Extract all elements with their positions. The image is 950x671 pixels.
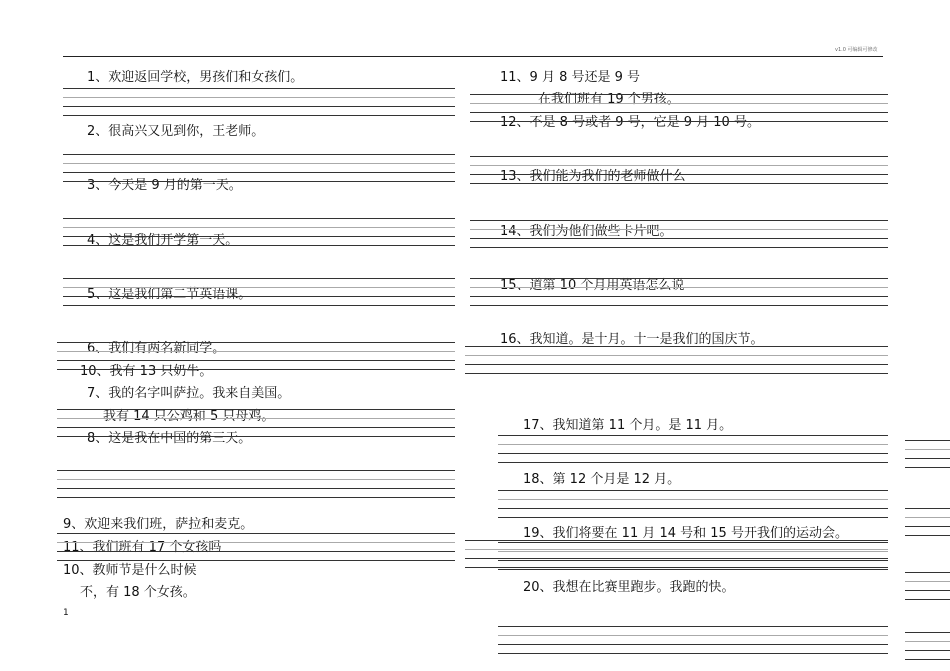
sentence-15: 15、道第 10 个月用英语怎么说 (500, 278, 685, 293)
writing-lines (470, 156, 888, 186)
sentence-19: 19、我们将要在 11 月 14 号和 15 号开我们的运动会。 (523, 526, 848, 541)
sentence-13: 13、我们能为我们的老师做什么 (500, 169, 686, 184)
page-number: 1 (63, 608, 69, 618)
sentence-16: 16、我知道。是十月。十一是我们的国庆节。 (500, 332, 764, 347)
sentence-18-girls: 不，有 18 个女孩。 (80, 585, 196, 600)
writing-lines (470, 94, 888, 124)
sentence-9: 9、欢迎来我们班，萨拉和麦克。 (63, 517, 254, 532)
writing-lines (57, 470, 455, 500)
writing-lines (498, 490, 888, 520)
sentence-18: 18、第 12 个月是 12 月。 (523, 472, 681, 487)
writing-lines (465, 540, 888, 570)
writing-lines (57, 533, 455, 563)
writing-lines (465, 346, 888, 376)
writing-lines (470, 220, 888, 250)
writing-lines (498, 626, 888, 656)
header-rule (63, 56, 883, 57)
sentence-3: 3、今天是 9 月的第一天。 (87, 178, 242, 193)
writing-lines (57, 342, 455, 372)
sentence-2: 2、很高兴又见到你，王老师。 (87, 124, 265, 139)
sentence-12: 12、不是 8 号或者 9 号，它是 9 月 10 号。 (500, 115, 760, 130)
sentence-roosters: 我有 14 只公鸡和 5 只母鸡。 (103, 409, 275, 424)
writing-lines (63, 218, 455, 248)
sentence-20: 20、我想在比赛里跑步。我跑的快。 (523, 580, 735, 595)
writing-lines (63, 278, 455, 308)
writing-lines (498, 435, 888, 465)
writing-lines (905, 440, 950, 470)
sentence-cows: 10、我有 13 只奶牛。 (80, 364, 213, 379)
sentence-8: 8、这是我在中国的第三天。 (87, 431, 252, 446)
writing-lines (57, 409, 455, 439)
sentence-19-boys: 在我们班有 19 个男孩。 (538, 92, 680, 107)
header-note: v1.0 可编辑可修改 (835, 47, 878, 53)
sentence-1: 1、欢迎返回学校，男孩们和女孩们。 (87, 70, 304, 85)
writing-lines (63, 88, 455, 118)
writing-lines (470, 278, 888, 308)
sentence-7: 7、我的名字叫萨拉。我来自美国。 (87, 386, 291, 401)
writing-lines (905, 572, 950, 602)
writing-lines (63, 154, 455, 184)
sentence-11: 11、9 月 8 号还是 9 号 (500, 70, 641, 85)
writing-lines (905, 508, 950, 538)
sentence-6: 6、我们有两名新同学。 (87, 341, 226, 356)
sentence-5: 5、这是我们第二节英语课。 (87, 287, 252, 302)
sentence-girls-q: 11、我们班有 17 个女孩吗 (63, 540, 222, 555)
writing-lines (905, 632, 950, 662)
sentence-teachers-day: 10、教师节是什么时候 (63, 563, 197, 578)
sentence-14: 14、我们为他们做些卡片吧。 (500, 224, 673, 239)
sentence-4: 4、这是我们开学第一天。 (87, 233, 239, 248)
sentence-17: 17、我知道第 11 个月。是 11 月。 (523, 418, 733, 433)
